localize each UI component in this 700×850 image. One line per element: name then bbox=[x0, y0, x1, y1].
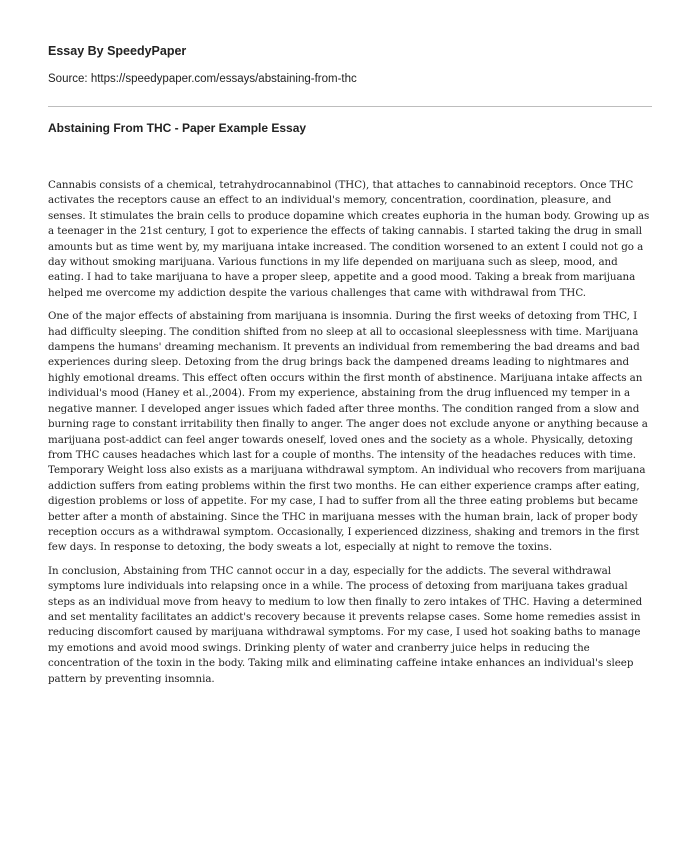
essay-title: Abstaining From THC - Paper Example Essay bbox=[48, 121, 307, 135]
essay-paragraph: Cannabis consists of a chemical, tetrahydrocannabinol (THC), that attaches to cannabinoid receptors. Once THC activates the receptors cause an effect to an individual's memory, concentration, coordination, pleasure, and senses. It stimulates the brain cells to produce dopamine which creates euphoria in the human body. Growing up as a teenager in the 21st century, I got to experience the effects of taking cannabis. I started taking the drug in small amounts but as time went by, my marijuana intake increased. The condition worsened to an extent I could not go a day without smoking marijuana. Various functions in my life depended on marijuana such as sleep, mood, and eating. I had to take marijuana to have a proper sleep, appetite and a good mood. Taking a break from marijuana helped me overcome my addiction despite the various challenges that came with withdrawal from THC. bbox=[48, 179, 650, 299]
header-divider bbox=[48, 106, 652, 107]
source-line: Source: https://speedypaper.com/essays/abstaining-from-thc bbox=[48, 73, 357, 85]
document-header-title: Essay By SpeedyPaper bbox=[48, 44, 187, 58]
essay-paragraph: In conclusion, Abstaining from THC cannot occur in a day, especially for the addicts. The several withdrawal symptoms lure individuals into relapsing once in a while. The process of detoxing from marijuana takes gradual steps as an individual move from heavy to medium to low then finally to zero intakes of THC. Having a determined and set mentality facilitates an addict's recovery because it prevents relapse cases. Some home remedies assist in reducing discomfort caused by marijuana withdrawal symptoms. For my case, I used hot soaking baths to manage my emotions and avoid mood swings. Drinking plenty of water and cranberry juice helps in reducing the concentration of the toxin in the body. Taking milk and eliminating caffeine intake enhances an individual's sleep pattern by preventing insomnia. bbox=[48, 564, 643, 685]
essay-paragraph: One of the major effects of abstaining from marijuana is insomnia. During the first weeks of detoxing from THC, I had difficulty sleeping. The condition shifted from no sleep at all to occasional sleeplessness with time. Marijuana dampens the humans' dreaming mechanism. It prevents an individual from remembering the bad dreams and bad experiences during sleep. Detoxing from the drug brings back the dampened dreams leading to nightmares and highly emotional dreams. This effect often occurs within the first month of abstinence. Marijuana intake affects an individual's mood (Haney et al.,2004). From my experience, abstaining from the drug influenced my temper in a negative manner. I developed anger issues which faded after three months. The condition ranged from a slow and burning rage to constant irritability then finally to anger. The anger does not exclude anyone or anything because a marijuana post-addict can feel anger towards oneself, loved ones and the society as a whole. Physically, detoxing from THC causes headaches which last for a couple of months. The intensity of the headaches reduces with time. Temporary Weight loss also exists as a marijuana withdrawal symptom. An individual who recovers from marijuana addiction suffers from eating problems within the first two months. He can either experience cramps after eating, digestion problems or loss of appetite. For my case, I had to suffer from all the three eating problems but became better after a month of abstaining. Since the THC in marijuana messes with the human brain, lack of proper body reception occurs as a withdrawal symptom. Occasionally, I experienced dizziness, shaking and tremors in the first few days. In response to detoxing, the body sweats a lot, especially at night to remove the toxins. bbox=[48, 310, 648, 554]
essay-body bbox=[48, 178, 652, 687]
